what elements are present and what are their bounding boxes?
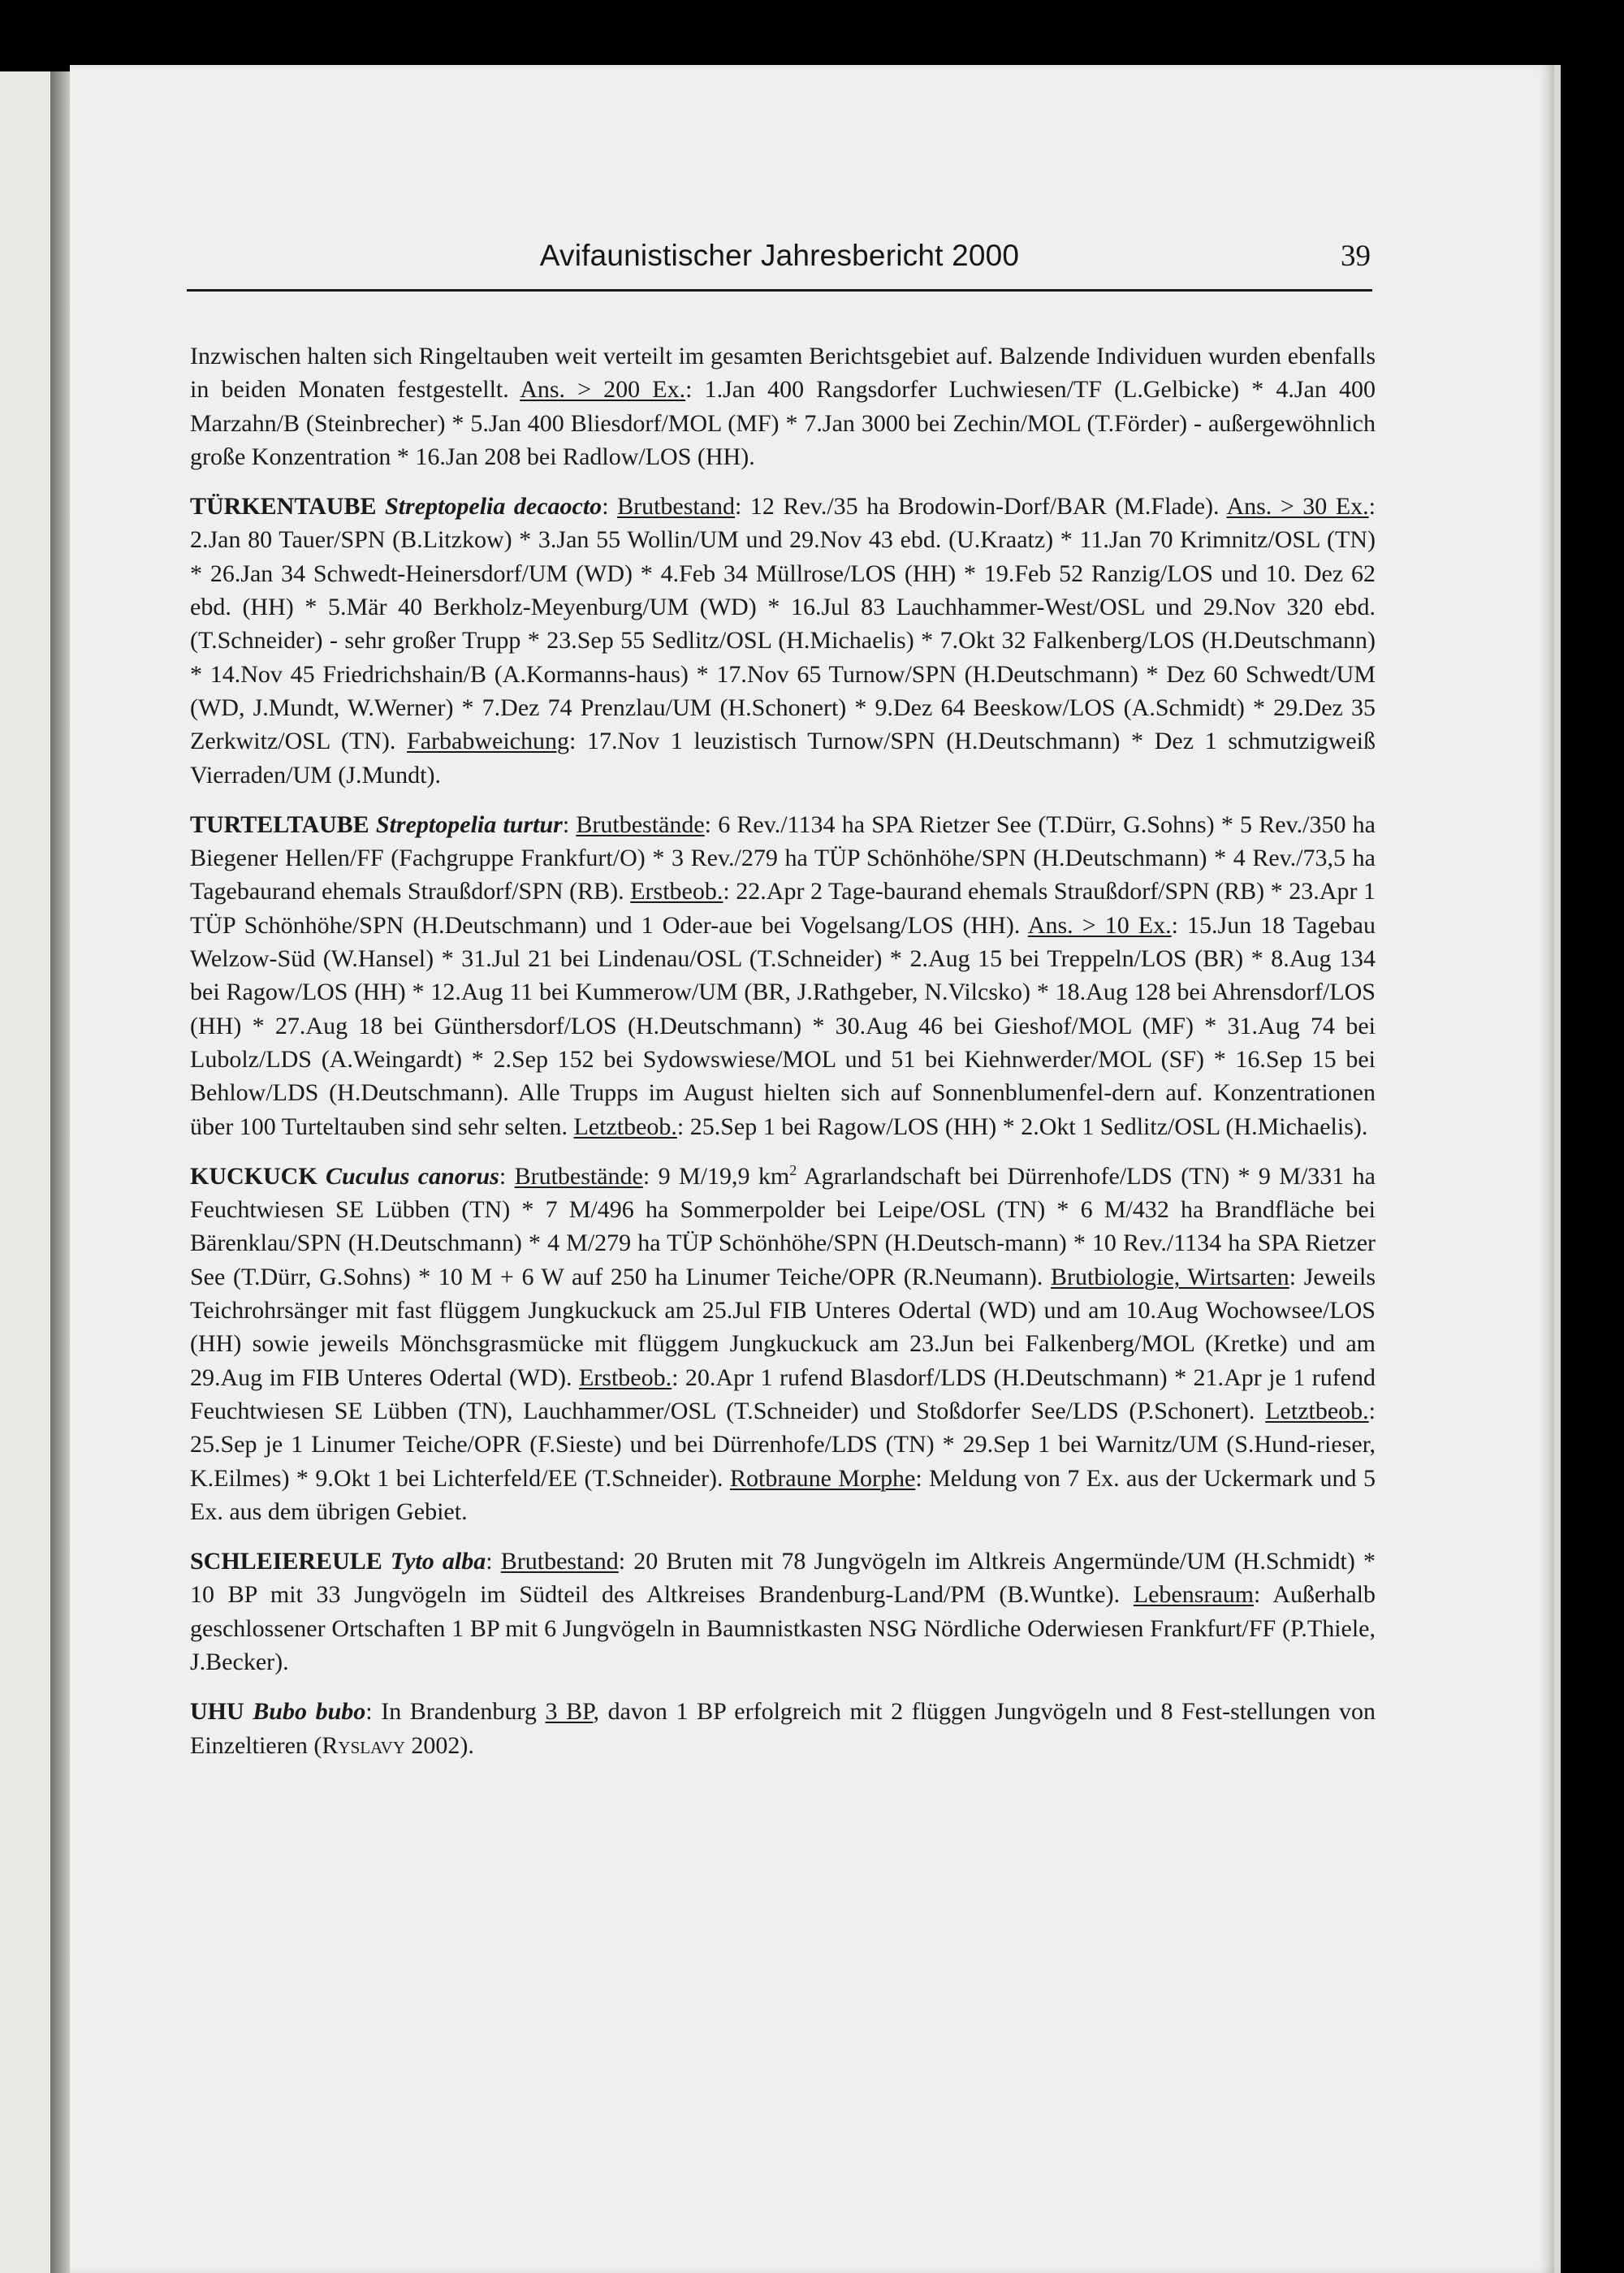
text-run: : 22.Apr 2 Tage-baurand ehemals Straußdorf/SPN (RB) * 23.Apr 1 TÜP Schönhöhe/SPN (H.Deutschmann) und 1 Oder-aue bei Vogelsang/LOS (HH). [190,878,1376,939]
text-run: : Außerhalb geschlossener Ortschaften 1 BP mit 6 Jungvögeln in Baumnistkasten NSG Nördliche Oderwiesen Frankfurt/FF (P.Thiele, J.Becker). [190,1581,1376,1675]
latin-name: Tyto alba [390,1548,486,1575]
text-run: : 25.Sep je 1 Linumer Teiche/OPR (F.Sieste) und bei Dürrenhofe/LDS (TN) * 29.Sep 1 bei Warnitz/UM (S.Hund-rieser, K.Eilmes) * 9.Okt 1 bei Lichterfeld/EE (T.Schneider). [190,1397,1376,1492]
section-label: Ans. > 10 Ex. [1027,911,1172,939]
text-run: : 17.Nov 1 leuzistisch Turnow/SPN (H.Deutschmann) * Dez 1 schmutzigweiß Vierraden/UM (J.Mundt). [190,728,1376,789]
author-citation: Ryslavy [322,1731,405,1759]
section-label: Letztbeob. [1265,1397,1369,1424]
text-run: , davon 1 BP erfolgreich mit 2 flüggen Jungvögeln und 8 Fest-stellungen von Einzeltieren ( [190,1698,1376,1759]
latin-name: Streptopelia decaocto [385,493,603,521]
text-run: : Meldung von 7 Ex. aus der Uckermark und 5 Ex. aus dem übrigen Gebiet. [190,1464,1376,1525]
article-body [190,339,1376,1772]
text-run: : 15.Jun 18 Tagebau Welzow-Süd (W.Hansel) * 31.Jul 21 bei Lindenau/OSL (T.Schneider) * 2.Aug 15 bei Treppeln/LOS (BR) * 8.Aug 134 bei Ragow/LOS (HH) * 12.Aug 11 bei Kummerow/UM (BR, J.Rathgeber, N.Vilcsko) * 18.Aug 128 bei Ahrensdorf/LOS (HH) * 27.Aug 18 bei Günthersdorf/LOS (H.Deutschmann) * 30.Aug 46 bei Gieshof/MOL (MF) * 31.Aug 74 bei Lubolz/LDS (A.Weingardt) * 2.Sep 152 bei Sydowswiese/MOL und 51 bei Kiehnwerder/MOL (SF) * 16.Sep 15 bei Behlow/LDS (H.Deutschmann). Alle Trupps im August hielten sich auf Sonnenblumenfel-dern auf. Konzentrationen über 100 Turteltauben sind sehr selten. [190,911,1376,1140]
text-run: : 12 Rev./35 ha Brodowin-Dorf/BAR (M.Flade). [735,493,1220,521]
latin-name: Cuculus canorus [326,1162,499,1190]
species-name: UHU [190,1698,244,1726]
section-label: Erstbeob. [630,878,723,905]
text-run: 2002). [404,1731,474,1759]
text-run: : 25.Sep 1 bei Ragow/LOS (HH) * 2.Okt 1 Sedlitz/OSL (H.Michaelis). [676,1113,1368,1140]
paragraph-tuerkentaube [190,490,1376,792]
section-label: Lebensraum [1133,1581,1255,1609]
text-run: : 1.Jan 400 Rangsdorfer Luchwiesen/TF (L.Gelbicke) * 4.Jan 400 Marzahn/B (Steinbrecher) * 5.Jan 400 Bliesdorf/MOL (MF) * 7.Jan 3000 bei Zechin/MOL (T.Förder) - außergewöhnlich große Konzentration * 16.Jan 208 bei Radlow/LOS (HH). [190,376,1376,470]
text-run: : Jeweils Teichrohrsänger mit fast flüggem Jungkuckuck am 25.Jul FIB Unteres Odertal (WD) und am 10.Aug Wochowsee/LOS (HH) sowie jeweils Mönchsgrasmücke mit flüggem Jungkuckuck am 23.Jun bei Falkenberg/MOL (Kretke) und am 29.Aug im FIB Unteres Odertal (WD). [190,1263,1376,1391]
page-number: 39 [1341,240,1371,273]
section-label: Brutbiologie, Wirtsarten [1051,1263,1289,1290]
paragraph-kuckuck [190,1160,1376,1528]
paragraph-ringeltaube [190,339,1376,473]
section-label: Brutbestand [500,1548,619,1575]
book-spine-shadow [50,71,71,2273]
section-label: Letztbeob. [573,1113,677,1140]
section-label: Brutbestand [617,493,736,521]
previous-page-edge [0,71,50,2273]
text-run: : [499,1162,515,1190]
superscript: 2 [789,1161,797,1178]
running-title: Avifaunistischer Jahresbericht 2000 [539,239,1020,272]
section-label: Erstbeob. [578,1363,672,1391]
text-run: : [562,810,577,838]
text-run: Inzwischen halten sich Ringeltauben weit verteilt im gesamten Berichtsgebiet auf. Balzende Individuen wurden ebenfalls in beiden Monaten festgestellt. [190,343,1376,404]
section-label: Brutbestände [514,1162,643,1190]
text-run: : 2.Jan 80 Tauer/SPN (B.Litzkow) * 3.Jan 55 Wollin/UM und 29.Nov 43 ebd. (U.Kraatz) * 11.Jan 70 Krimnitz/OSL (TN) * 26.Jan 34 Schwedt-Heinersdorf/UM (WD) * 4.Feb 34 Müllrose/LOS (HH) * 19.Feb 52 Ranzig/LOS und 10. Dez 62 ebd. (HH) * 5.Mär 40 Berkholz-Meyenburg/UM (WD) * 16.Jul 83 Lauchhammer-West/OSL und 29.Nov 320 ebd. (T.Schneider) - sehr großer Trupp * 23.Sep 55 Sedlitz/OSL (H.Michaelis) * 7.Okt 32 Falkenberg/LOS (H.Deutschmann) * 14.Nov 45 Friedrichshain/B (A.Kormanns-haus) * 17.Nov 65 Turnow/SPN (H.Deutschmann) * Dez 60 Schwedt/UM (WD, J.Mundt, W.Werner) * 7.Dez 74 Prenzlau/UM (H.Schonert) * 9.Dez 64 Beeskow/LOS (A.Schmidt) * 29.Dez 35 Zerkwitz/OSL (TN). [190,493,1376,755]
text-run: : 20 Bruten mit 78 Jungvögeln im Altkreis Angermünde/UM (H.Schmidt) * 10 BP mit 33 Jungvögeln im Südteil des Altkreises Brandenburg-Land/PM (B.Wuntke). [190,1548,1376,1609]
section-label: Brutbestände [576,810,705,838]
text-run: : [602,493,618,521]
section-label: Rotbraune Morphe [729,1464,916,1492]
text-run: : In Brandenburg [365,1698,546,1726]
latin-name: Streptopelia turtur [375,810,563,838]
text-run: Agrarlandschaft bei Dürrenhofe/LDS (TN) * 9 M/331 ha Feuchtwiesen SE Lübben (TN) * 7 M/496 ha Sommerpolder bei Leipe/OSL (TN) * 6 M/432 ha Brandfläche bei Bärenklau/SPN (H.Deutschmann) * 4 M/279 ha TÜP Schönhöhe/SPN (H.Deutsch-mann) * 10 Rev./1134 ha SPA Rietzer See (T.Dürr, G.Sohns) * 10 M + 6 W auf 250 ha Linumer Teiche/OPR (R.Neumann). [190,1162,1376,1290]
text-run: : 6 Rev./1134 ha SPA Rietzer See (T.Dürr, G.Sohns) * 5 Rev./350 ha Biegener Hellen/FF (Fachgruppe Frankfurt/O) * 3 Rev./279 ha TÜP Schönhöhe/SPN (H.Deutschmann) * 4 Rev./73,5 ha Tagebaurand ehemals Straußdorf/SPN (RB). [190,810,1376,905]
species-name: TURTELTAUBE [190,810,369,838]
section-label: Ans. > 30 Ex. [1226,493,1369,521]
section-label: 3 BP [545,1698,594,1726]
paragraph-uhu [190,1695,1376,1762]
species-name: TÜRKENTAUBE [190,493,377,521]
species-name: KUCKUCK [190,1162,317,1190]
paragraph-turteltaube [190,808,1376,1143]
paragraph-schleiereule [190,1545,1376,1679]
text-run: : 9 M/19,9 km [642,1162,790,1190]
text-run: : 20.Apr 1 rufend Blasdorf/LDS (H.Deutschmann) * 21.Apr je 1 rufend Feuchtwiesen SE Lübben (TN), Lauchhammer/OSL (T.Schneider) und Stoßdorfer See/LDS (P.Schonert). [190,1363,1376,1424]
section-label: Ans. > 200 Ex. [520,376,686,404]
latin-name: Bubo bubo [253,1698,366,1726]
species-name: SCHLEIEREULE [190,1548,382,1575]
page-stack-edge [1554,65,1561,2273]
text-run: : [486,1548,501,1575]
section-label: Farbabweichung [407,728,569,755]
running-header [187,239,1372,292]
